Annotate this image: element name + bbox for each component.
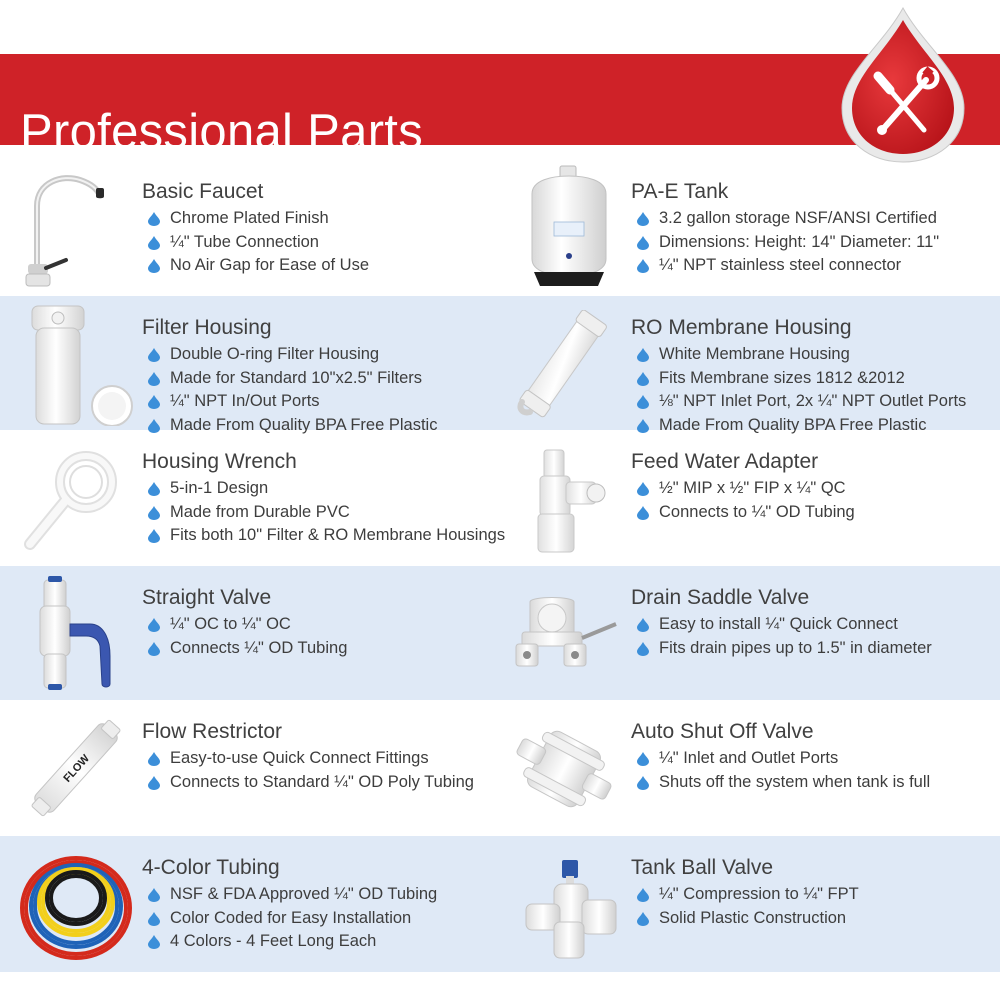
item-title: Drain Saddle Valve	[631, 586, 810, 609]
feature-text: ¼" Inlet and Outlet Ports	[659, 749, 839, 767]
feed-water-adapter-icon	[534, 446, 606, 554]
feature-text: ¼" OC to ¼" OC	[170, 615, 291, 633]
feature-text: Fits Membrane sizes 1812 &2012	[659, 368, 905, 387]
item-title: Auto Shut Off Valve	[631, 720, 814, 743]
item-title: 4-Color Tubing	[142, 856, 280, 879]
feature-text: Fits drain pipes up to 1.5" in diameter	[659, 638, 932, 657]
auto-shut-off-valve-icon	[510, 720, 618, 818]
water-drop-bullet-icon	[637, 259, 649, 273]
feature-text: Shuts off the system when tank is full	[659, 772, 931, 791]
item-title: Tank Ball Valve	[631, 856, 774, 879]
item-title: Feed Water Adapter	[631, 450, 819, 473]
water-drop-bullet-icon	[148, 506, 160, 520]
water-drop-bullet-icon	[148, 395, 160, 409]
feature-item	[148, 231, 369, 255]
row-6	[0, 836, 1000, 972]
feature-text: Solid Plastic Construction	[659, 908, 847, 927]
water-drop-tools-icon	[838, 6, 968, 166]
feature-item	[148, 907, 437, 931]
feature-text: Connects ¼" OD Tubing	[170, 638, 348, 657]
feature-text: White Membrane Housing	[659, 345, 850, 363]
feature-list	[637, 747, 930, 794]
water-drop-bullet-icon	[148, 642, 160, 656]
feature-text: NSF & FDA Approved ¼" OD Tubing	[170, 885, 438, 903]
straight-valve-icon	[34, 576, 118, 692]
water-drop-bullet-icon	[148, 259, 160, 273]
feature-item	[637, 501, 855, 525]
feature-item	[148, 524, 505, 548]
item-title: Filter Housing	[142, 316, 272, 339]
feature-item	[637, 477, 855, 501]
feature-text: Connects to Standard ¼" OD Poly Tubing	[170, 772, 474, 791]
feature-text: Connects to ¼" OD Tubing	[659, 502, 855, 521]
feature-list	[148, 883, 437, 954]
water-drop-bullet-icon	[148, 482, 160, 496]
feature-item	[148, 254, 369, 278]
item-title: Housing Wrench	[142, 450, 297, 473]
feature-item	[637, 771, 930, 795]
feature-item	[148, 477, 505, 501]
feature-list	[637, 613, 932, 660]
feature-text: Made From Quality BPA Free Plastic	[170, 415, 438, 434]
feature-text: Dimensions: Height: 14" Diameter: 11"	[659, 232, 940, 251]
pa-e-tank-item	[500, 160, 1000, 296]
feature-item	[637, 367, 966, 391]
feature-item	[148, 207, 369, 231]
flow-label: FLOW	[61, 752, 93, 785]
feature-list	[148, 477, 505, 548]
feature-list	[637, 343, 966, 437]
water-drop-bullet-icon	[637, 642, 649, 656]
item-title: RO Membrane Housing	[631, 316, 852, 339]
feature-list	[148, 613, 347, 660]
feature-text: Double O-ring Filter Housing	[170, 345, 380, 363]
feature-text: Made From Quality BPA Free Plastic	[659, 415, 927, 434]
storage-tank-icon	[524, 164, 614, 294]
feature-list	[148, 747, 474, 794]
water-drop-bullet-icon	[637, 776, 649, 790]
feature-list	[637, 883, 859, 930]
auto-shut-off-valve-item	[500, 700, 1000, 836]
feature-text: Fits both 10" Filter & RO Membrane Housings	[170, 526, 506, 544]
tubing-coil-black	[47, 872, 105, 924]
feature-item	[148, 747, 474, 771]
water-drop-bullet-icon	[637, 395, 649, 409]
feature-item	[637, 343, 966, 367]
water-drop-bullet-icon	[148, 935, 160, 949]
water-drop-bullet-icon	[637, 912, 649, 926]
water-drop-bullet-icon	[148, 529, 160, 543]
feature-list	[637, 477, 855, 524]
feed-water-adapter-item	[500, 430, 1000, 566]
filter-housing-icon	[26, 302, 134, 426]
filter-housing-item	[0, 296, 500, 434]
feature-text: ½" MIP x ½" FIP x ¼" QC	[659, 479, 846, 497]
flow-restrictor-icon	[18, 710, 134, 826]
item-title: PA-E Tank	[631, 180, 729, 203]
drain-saddle-valve-item	[500, 566, 1000, 700]
water-drop-bullet-icon	[637, 618, 649, 632]
item-title: Flow Restrictor	[142, 720, 283, 743]
water-drop-bullet-icon	[148, 212, 160, 226]
feature-item	[148, 501, 505, 525]
feature-text: ¼" NPT stainless steel connector	[659, 256, 902, 274]
water-drop-bullet-icon	[637, 348, 649, 362]
feature-item	[637, 613, 932, 637]
water-drop-bullet-icon	[637, 888, 649, 902]
row-4	[0, 566, 1000, 700]
feature-text: ¼" Compression to ¼" FPT	[659, 885, 859, 903]
water-drop-bullet-icon	[637, 752, 649, 766]
water-drop-bullet-icon	[148, 348, 160, 362]
item-title: Straight Valve	[142, 586, 272, 609]
feature-item	[637, 747, 930, 771]
water-drop-bullet-icon	[637, 212, 649, 226]
water-drop-bullet-icon	[637, 372, 649, 386]
feature-text: Easy-to-use Quick Connect Fittings	[170, 749, 429, 767]
feature-text: Color Coded for Easy Installation	[170, 908, 412, 927]
feature-item	[148, 367, 437, 391]
row-2	[0, 296, 1000, 434]
flow-restrictor-item	[0, 700, 500, 836]
water-drop-bullet-icon	[148, 372, 160, 386]
page-title: Professional Parts	[20, 104, 424, 159]
membrane-housing-icon	[508, 310, 620, 418]
feature-text: Made for Standard 10"x2.5" Filters	[170, 368, 423, 387]
feature-item	[637, 637, 932, 661]
ro-membrane-housing-item	[500, 296, 1000, 434]
tank-ball-valve-icon	[524, 860, 620, 962]
feature-item	[637, 207, 939, 231]
straight-valve-item	[0, 566, 500, 700]
water-drop-bullet-icon	[637, 482, 649, 496]
water-drop-bullet-icon	[148, 912, 160, 926]
feature-item	[148, 771, 474, 795]
housing-wrench-icon	[20, 444, 132, 556]
drain-saddle-valve-icon	[512, 592, 622, 670]
water-drop-bullet-icon	[148, 776, 160, 790]
feature-item	[637, 907, 859, 931]
feature-item	[148, 637, 347, 661]
feature-list	[148, 207, 369, 278]
feature-item	[148, 343, 437, 367]
row-5	[0, 700, 1000, 836]
faucet-icon	[22, 168, 112, 288]
feature-item	[637, 883, 859, 907]
water-drop-bullet-icon	[148, 236, 160, 250]
feature-item	[637, 254, 939, 278]
feature-text: 5-in-1 Design	[170, 479, 269, 497]
feature-list	[637, 207, 939, 278]
water-drop-bullet-icon	[637, 506, 649, 520]
row-3	[0, 430, 1000, 566]
item-title: Basic Faucet	[142, 180, 264, 203]
feature-list	[148, 343, 437, 437]
tank-ball-valve-item	[500, 836, 1000, 972]
feature-item	[148, 883, 437, 907]
four-color-tubing-item	[0, 836, 500, 972]
feature-item	[148, 613, 347, 637]
feature-text: No Air Gap for Ease of Use	[170, 256, 370, 274]
feature-item	[148, 930, 437, 954]
row-1	[0, 160, 1000, 296]
feature-text: ¼" NPT In/Out Ports	[170, 392, 320, 410]
feature-text: Easy to install ¼" Quick Connect	[659, 615, 898, 633]
feature-text: 4 Colors - 4 Feet Long Each	[170, 932, 377, 950]
feature-item	[637, 231, 939, 255]
feature-text: ⅛" NPT Inlet Port, 2x ¼" NPT Outlet Ports	[659, 392, 967, 410]
tubing-coil-black	[51, 876, 101, 920]
feature-item	[148, 390, 437, 414]
water-drop-bullet-icon	[148, 888, 160, 902]
feature-item	[637, 390, 966, 414]
basic-faucet-item	[0, 160, 500, 296]
feature-text: Chrome Plated Finish	[170, 209, 329, 227]
feature-text: 3.2 gallon storage NSF/ANSI Certified	[659, 209, 937, 227]
housing-wrench-item	[0, 430, 506, 566]
feature-text: ¼" Tube Connection	[170, 232, 319, 251]
color-tubing-icon	[18, 844, 134, 964]
water-drop-bullet-icon	[637, 236, 649, 250]
feature-text: Made from Durable PVC	[170, 502, 350, 521]
water-drop-bullet-icon	[148, 752, 160, 766]
water-drop-bullet-icon	[148, 618, 160, 632]
